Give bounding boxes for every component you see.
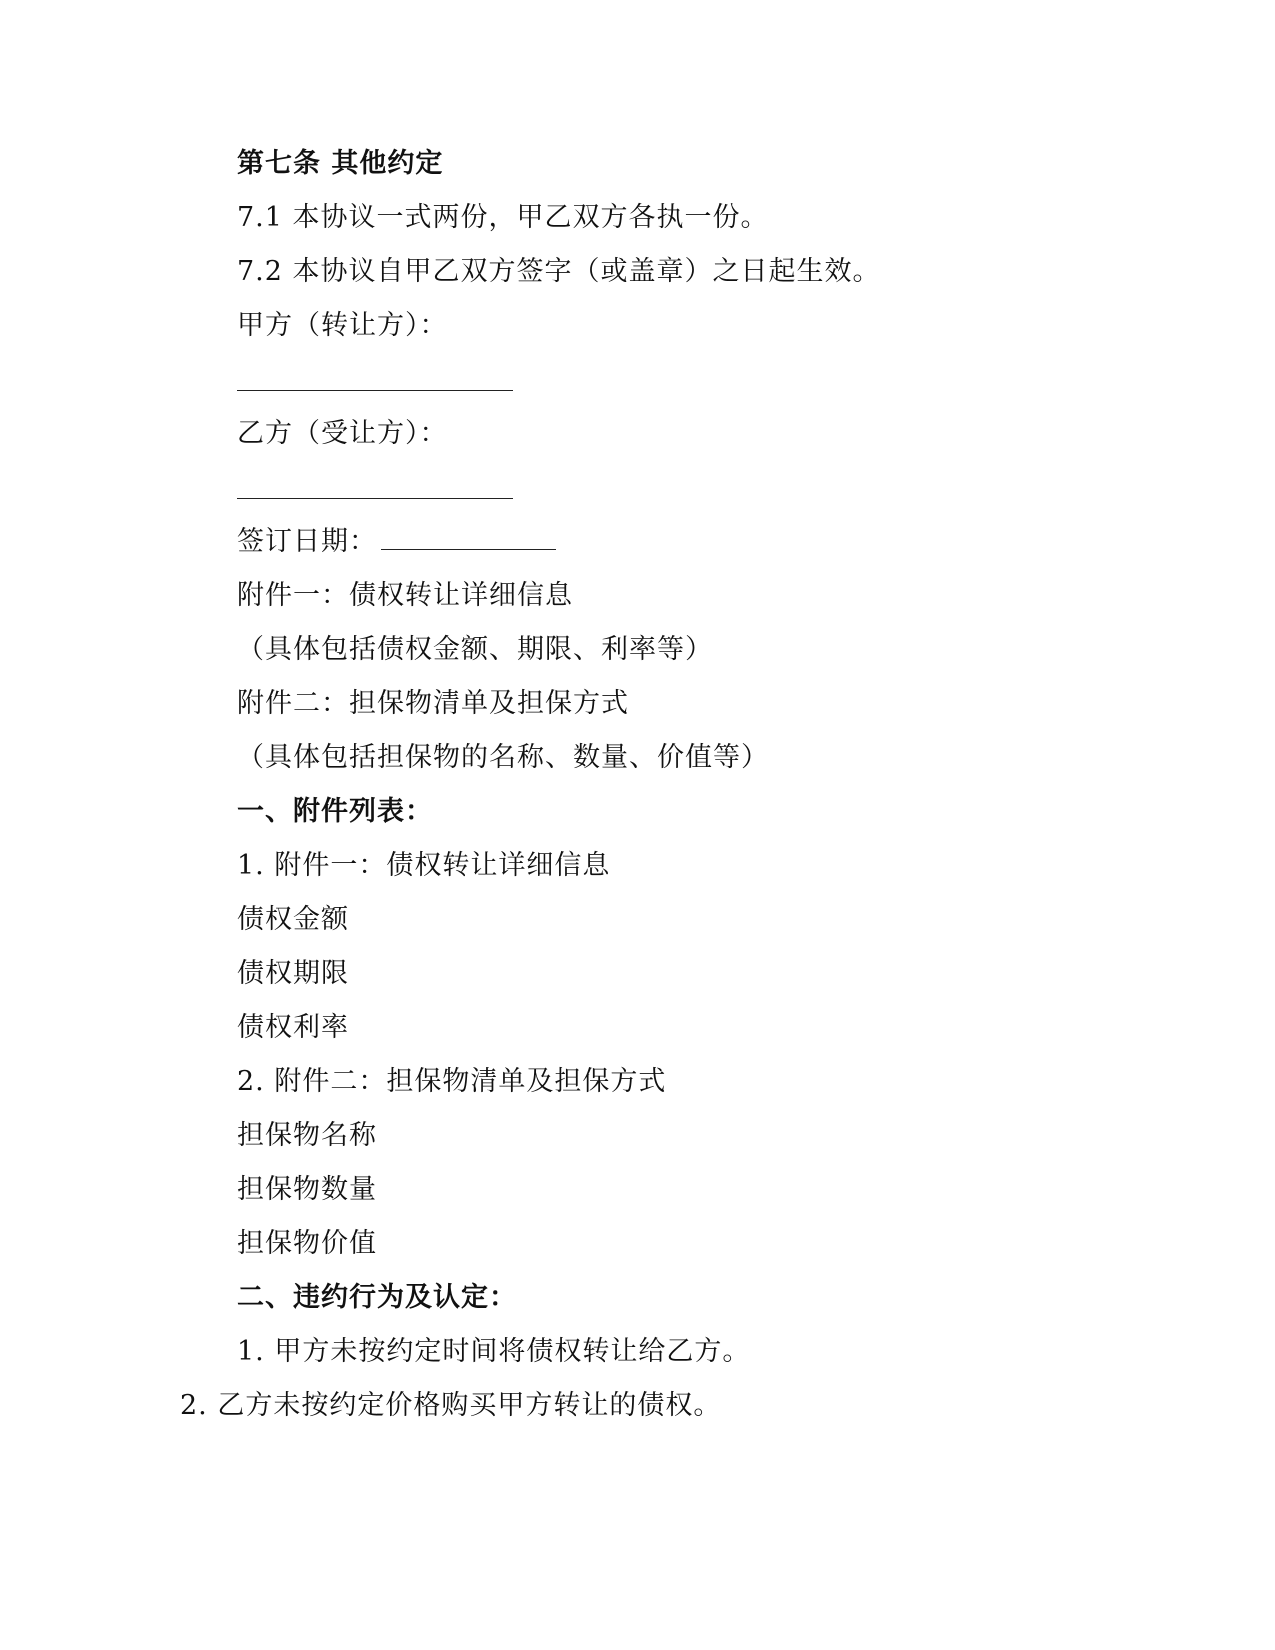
- breach-item-2: 2. 乙方未按约定价格购买甲方转让的债权。: [180, 1390, 722, 1421]
- section-heading: 第七条 其他约定: [237, 148, 444, 179]
- attachment-2-description: （具体包括担保物的名称、数量、价值等）: [237, 742, 769, 773]
- attachment-list-item-2: 2. 附件二：担保物清单及担保方式: [237, 1066, 667, 1097]
- list-item: 担保物数量: [237, 1174, 377, 1205]
- list-item: 担保物名称: [237, 1120, 377, 1151]
- sign-date-label: 签订日期：: [237, 526, 377, 557]
- attachment-2-title: 附件二：担保物清单及担保方式: [237, 688, 629, 719]
- party-b-signature-line: [237, 498, 513, 499]
- clause-7-2: 7.2 本协议自甲乙双方签字（或盖章）之日起生效。: [237, 256, 881, 287]
- sign-date-blank: [381, 525, 556, 550]
- clause-7-1: 7.1 本协议一式两份，甲乙双方各执一份。: [237, 202, 769, 233]
- party-a-signature-line: [237, 390, 513, 391]
- attachment-1-title: 附件一：债权转让详细信息: [237, 580, 573, 611]
- breach-item-1: 1. 甲方未按约定时间将债权转让给乙方。: [237, 1336, 751, 1367]
- list-item: 债权利率: [237, 1012, 349, 1043]
- list-item: 债权金额: [237, 904, 349, 935]
- breach-heading: 二、违约行为及认定：: [237, 1282, 517, 1313]
- attachment-list-heading: 一、附件列表：: [237, 796, 433, 827]
- party-b-label: 乙方（受让方）：: [237, 418, 448, 449]
- attachment-list-item-1: 1. 附件一：债权转让详细信息: [237, 850, 611, 881]
- sign-date-row: [237, 522, 556, 562]
- party-a-label: 甲方（转让方）：: [237, 310, 448, 341]
- list-item: 担保物价值: [237, 1228, 377, 1259]
- attachment-1-description: （具体包括债权金额、期限、利率等）: [237, 634, 713, 665]
- list-item: 债权期限: [237, 958, 349, 989]
